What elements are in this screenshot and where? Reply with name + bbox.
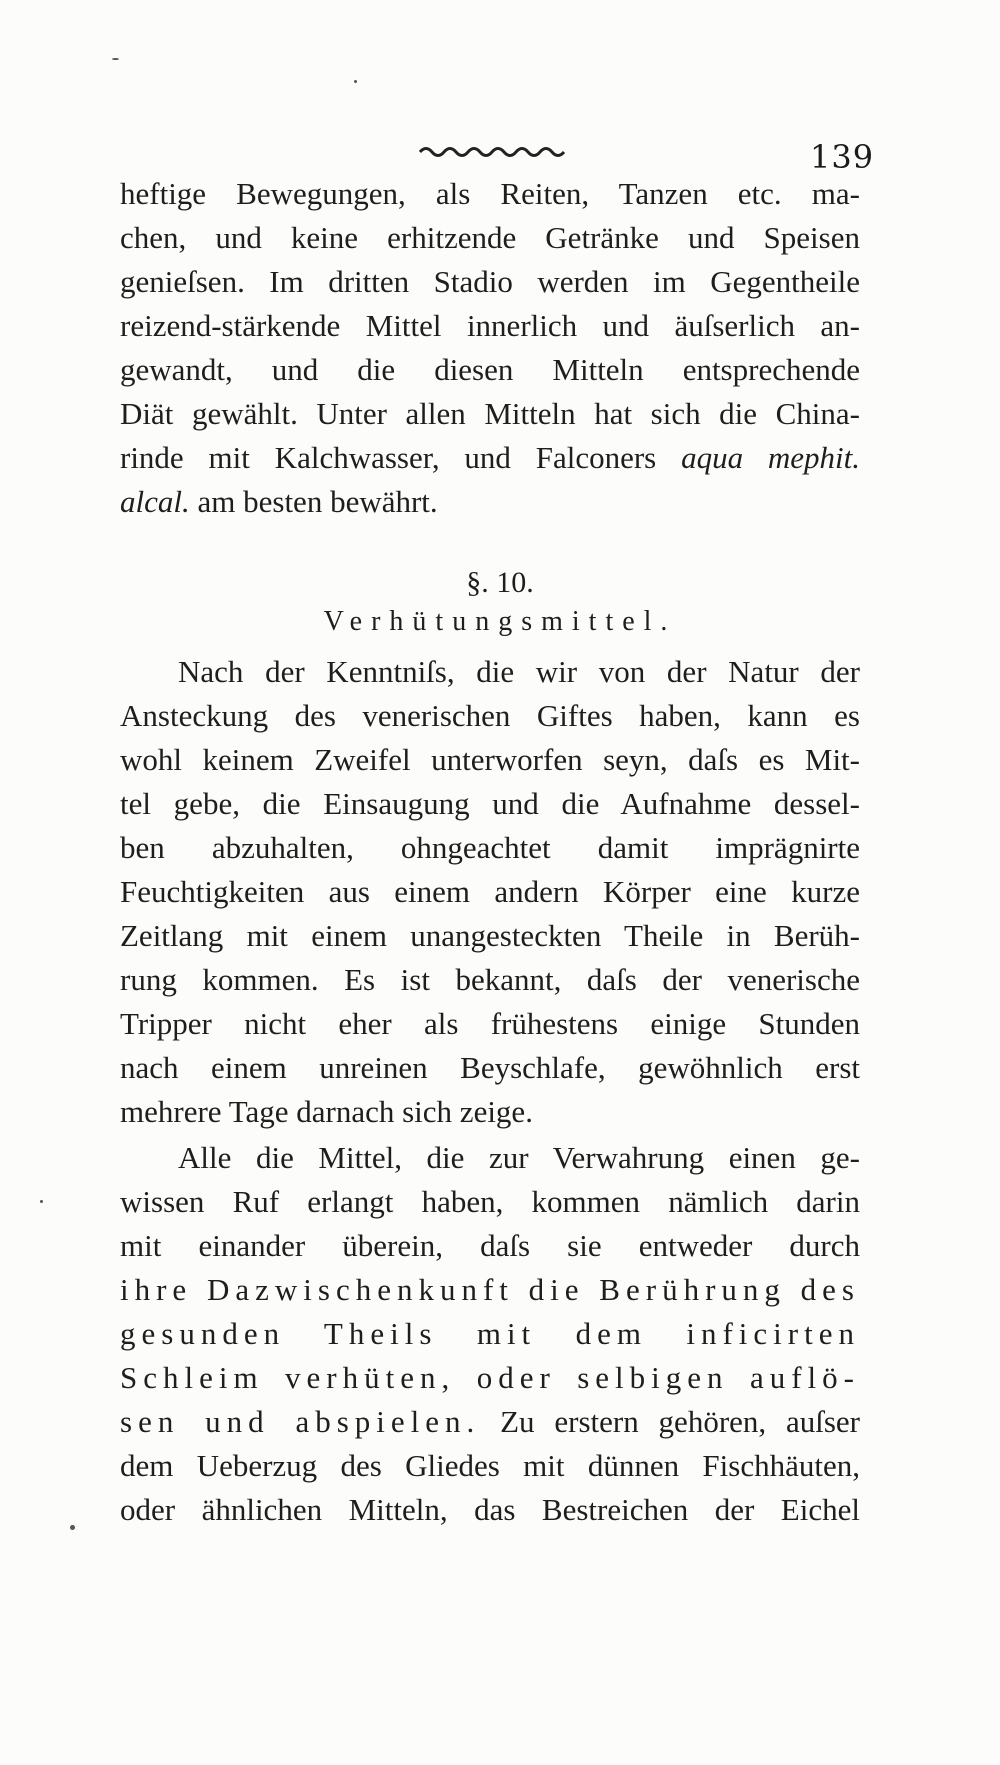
text-line: gewandt, und die diesen Mitteln entsprechende xyxy=(120,352,860,387)
text-segment: Zu erstern gehören, auſser xyxy=(480,1404,860,1439)
paragraph-3 xyxy=(120,1136,860,1532)
text-line: heftige Bewegungen, als Reiten, Tanzen etc. ma- xyxy=(120,176,860,211)
text-line: genieſsen. Im dritten Stadio werden im Gegentheile xyxy=(120,264,860,299)
text-line: tel gebe, die Einsaugung und die Aufnahme dessel- xyxy=(120,786,860,821)
paper-speck xyxy=(112,58,119,60)
text-line xyxy=(120,1400,860,1444)
text-line: ben abzuhalten, ohngeachtet damit imprägnirte xyxy=(120,830,860,865)
italic-term: alcal. xyxy=(120,484,190,519)
header-ornament xyxy=(415,140,565,160)
paragraph-2 xyxy=(120,650,860,1134)
text-segment: rinde mit Kalchwasser, und Falconers xyxy=(120,440,657,475)
section-number: §. 10. xyxy=(466,566,534,599)
text-line: reizend-stärkende Mittel innerlich und äuſserlich an- xyxy=(120,308,860,343)
text-line: oder ähnlichen Mitteln, das Bestreichen der Eichel xyxy=(120,1492,860,1527)
text-line: rung kommen. Es ist bekannt, daſs der venerische xyxy=(120,962,860,997)
text-line: Schleim verhüten, oder selbigen auflö- xyxy=(120,1360,860,1395)
text-line: Tripper nicht eher als frühestens einige Stunden xyxy=(120,1006,860,1041)
text-line: dem Ueberzug des Gliedes mit dünnen Fischhäuten, xyxy=(120,1448,860,1483)
text-line: Alle die Mittel, die zur Verwahrung einen ge- xyxy=(178,1140,860,1175)
text-line: ihre Dazwischenkunft die Berührung des xyxy=(120,1272,860,1307)
text-line: gesunden Theils mit dem inficirten xyxy=(120,1316,860,1351)
text-line: Diät gewählt. Unter allen Mitteln hat sich die China- xyxy=(120,396,860,431)
paper-speck xyxy=(70,1525,75,1530)
text-line: nach einem unreinen Beyschlafe, gewöhnlich erst xyxy=(120,1050,860,1085)
text-line: mehrere Tage darnach sich zeige. xyxy=(120,1094,533,1129)
text-line: chen, und keine erhitzende Getränke und Speisen xyxy=(120,220,860,255)
text-line: Zeitlang mit einem unangesteckten Theile in Berüh- xyxy=(120,918,860,953)
text-line xyxy=(120,480,860,524)
text-segment: sen und abspielen. xyxy=(120,1404,481,1439)
paper-speck xyxy=(40,1200,43,1203)
text-line: Nach der Kenntniſs, die wir von der Natur der xyxy=(178,654,860,689)
text-line: mit einander überein, daſs sie entweder durch xyxy=(120,1228,860,1263)
text-line xyxy=(120,436,860,480)
text-line: wissen Ruf erlangt haben, kommen nämlich darin xyxy=(120,1184,860,1219)
text-line: Feuchtigkeiten aus einem andern Körper eine kurze xyxy=(120,874,860,909)
text-line: wohl keinem Zweifel unterworfen seyn, daſs es Mit- xyxy=(120,742,860,777)
text-segment: am besten bewährt. xyxy=(189,484,438,519)
paragraph-1 xyxy=(120,172,860,524)
page-number: 139 xyxy=(810,138,875,176)
italic-term: aqua mephit. xyxy=(681,440,861,475)
section-title: Verhütungsmittel. xyxy=(323,606,677,637)
text-line: Ansteckung des venerischen Giftes haben, kann es xyxy=(120,698,860,733)
paper-speck xyxy=(354,80,357,83)
